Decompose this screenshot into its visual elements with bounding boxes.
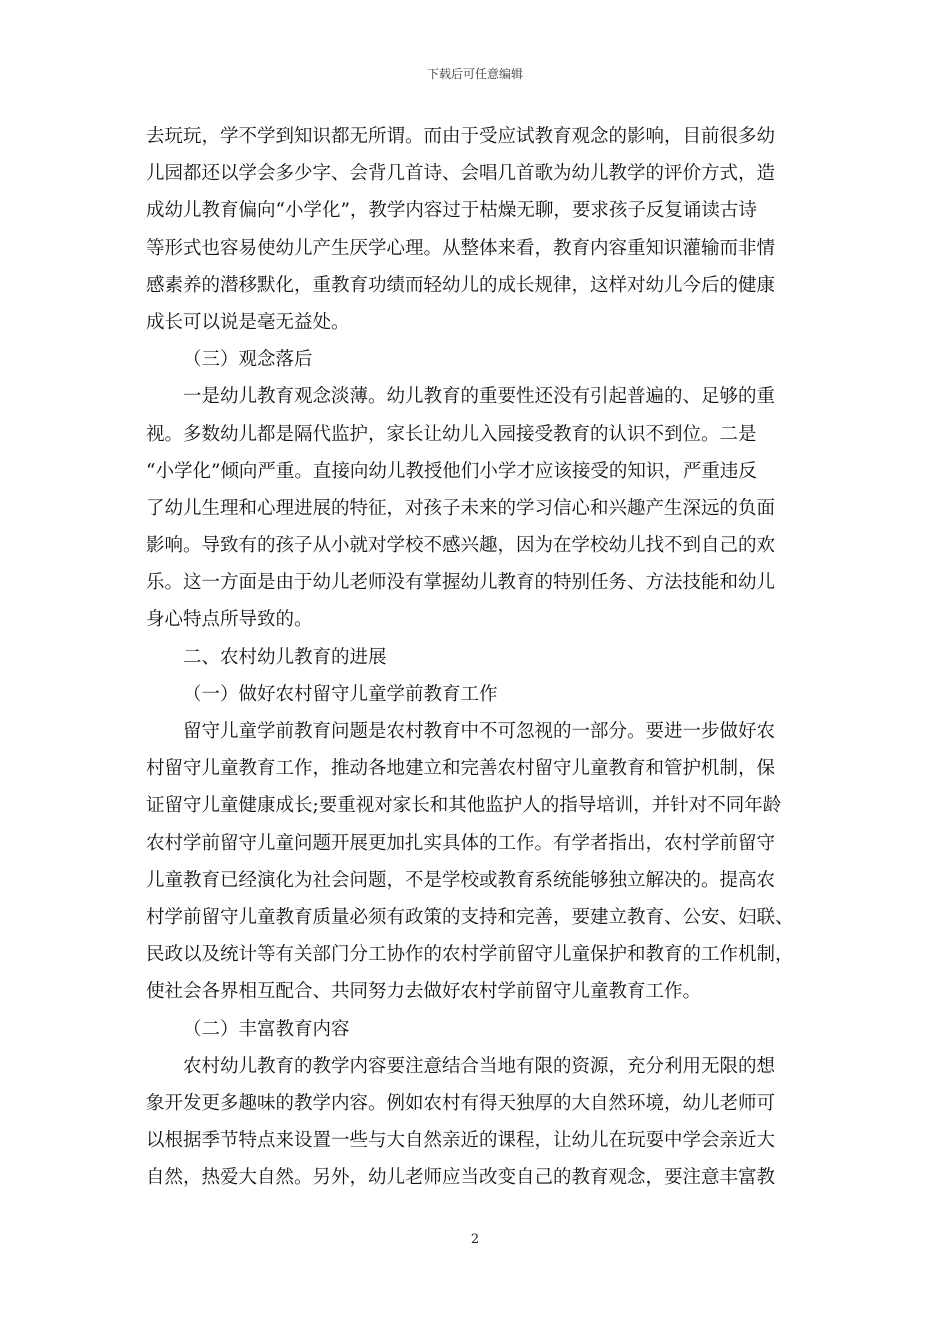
document-body (146, 118, 806, 1196)
body-line: 身心特点所导致的。 (146, 609, 313, 631)
paragraph-first-line: 农村幼儿教育的教学内容要注意结合当地有限的资源，充分利用无限的想 (183, 1055, 776, 1077)
chapter-heading: 二、农村幼儿教育的进展 (183, 646, 387, 668)
paragraph-first-line: 留守儿童学前教育问题是农村教育中不可忽视的一部分。要进一步做好农 (183, 721, 776, 742)
paragraph-first-line: 一是幼儿教育观念淡薄。幼儿教育的重要性还没有引起普遍的、足够的重 (183, 386, 776, 408)
section-heading: （三）观念落后 (183, 349, 313, 371)
body-line: 视。多数幼儿都是隔代监护，家长让幼儿入园接受教育的认识不到位。二是 (146, 423, 757, 445)
body-line: 使社会各界相互配合、共同努力去做好农村学前留守儿童教育工作。 (146, 981, 702, 1003)
body-line: 成长可以说是毫无益处。 (146, 311, 350, 333)
body-line: 儿园都还以学会多少字、会背几首诗、会唱几首歌为幼儿教学的评价方式，造 (146, 163, 776, 185)
page-number: 2 (470, 1232, 480, 1247)
body-line: 乐。这一方面是由于幼儿老师没有掌握幼儿教育的特别任务、方法技能和幼儿 (146, 572, 776, 594)
body-line: 感素养的潜移默化，重教育功绩而轻幼儿的成长规律，这样对幼儿今后的健康 (146, 274, 776, 296)
body-line: 象开发更多趣味的教学内容。例如农村有得天独厚的大自然环境，幼儿老师可 (146, 1092, 776, 1114)
body-line: 自然，热爱大自然。另外，幼儿老师应当改变自己的教育观念，要注意丰富教 (146, 1167, 776, 1189)
body-line: 儿童教育已经演化为社会问题，不是学校或教育系统能够独立解决的。提高农 (146, 869, 776, 891)
body-line: 村学前留守儿童教育质量必须有政策的支持和完善，要建立教育、公安、妇联、 (146, 906, 794, 928)
body-line: 等形式也容易使幼儿产生厌学心理。从整体来看，教育内容重知识灌输而非情 (146, 237, 776, 259)
body-line: 影响。导致有的孩子从小就对学校不感兴趣，因为在学校幼儿找不到自己的欢 (146, 535, 776, 557)
body-line: 民政以及统计等有关部门分工协作的农村学前留守儿童保护和教育的工作机制， (146, 944, 794, 966)
page-header: 下载后可任意编辑 (426, 67, 523, 81)
body-line: 了幼儿生理和心理进展的特征，对孩子未来的学习信心和兴趣产生深远的负面 (146, 497, 776, 519)
body-line: 去玩玩，学不学到知识都无所谓。而由于受应试教育观念的影响，目前很多幼 (146, 126, 776, 147)
body-line: 村留守儿童教育工作，推动各地建立和完善农村留守儿童教育和管护机制，保 (146, 758, 776, 780)
body-line: 农村学前留守儿童问题开展更加扎实具体的工作。有学者指出，农村学前留守 (146, 832, 776, 854)
section-heading: （二）丰富教育内容 (183, 1018, 350, 1040)
section-heading: （一）做好农村留守儿童学前教育工作 (183, 683, 498, 705)
body-line: 以根据季节特点来设置一些与大自然亲近的课程，让幼儿在玩耍中学会亲近大 (146, 1130, 776, 1152)
body-line: “小学化”倾向严重。直接向幼儿教授他们小学才应该接受的知识，严重违反 (146, 460, 757, 482)
body-line: 成幼儿教育偏向“小学化”，教学内容过于枯燥无聊，要求孩子反复诵读古诗 (146, 200, 757, 222)
body-line: 证留守儿童健康成长;要重视对家长和其他监护人的指导培训，并针对不同年龄 (146, 795, 782, 817)
